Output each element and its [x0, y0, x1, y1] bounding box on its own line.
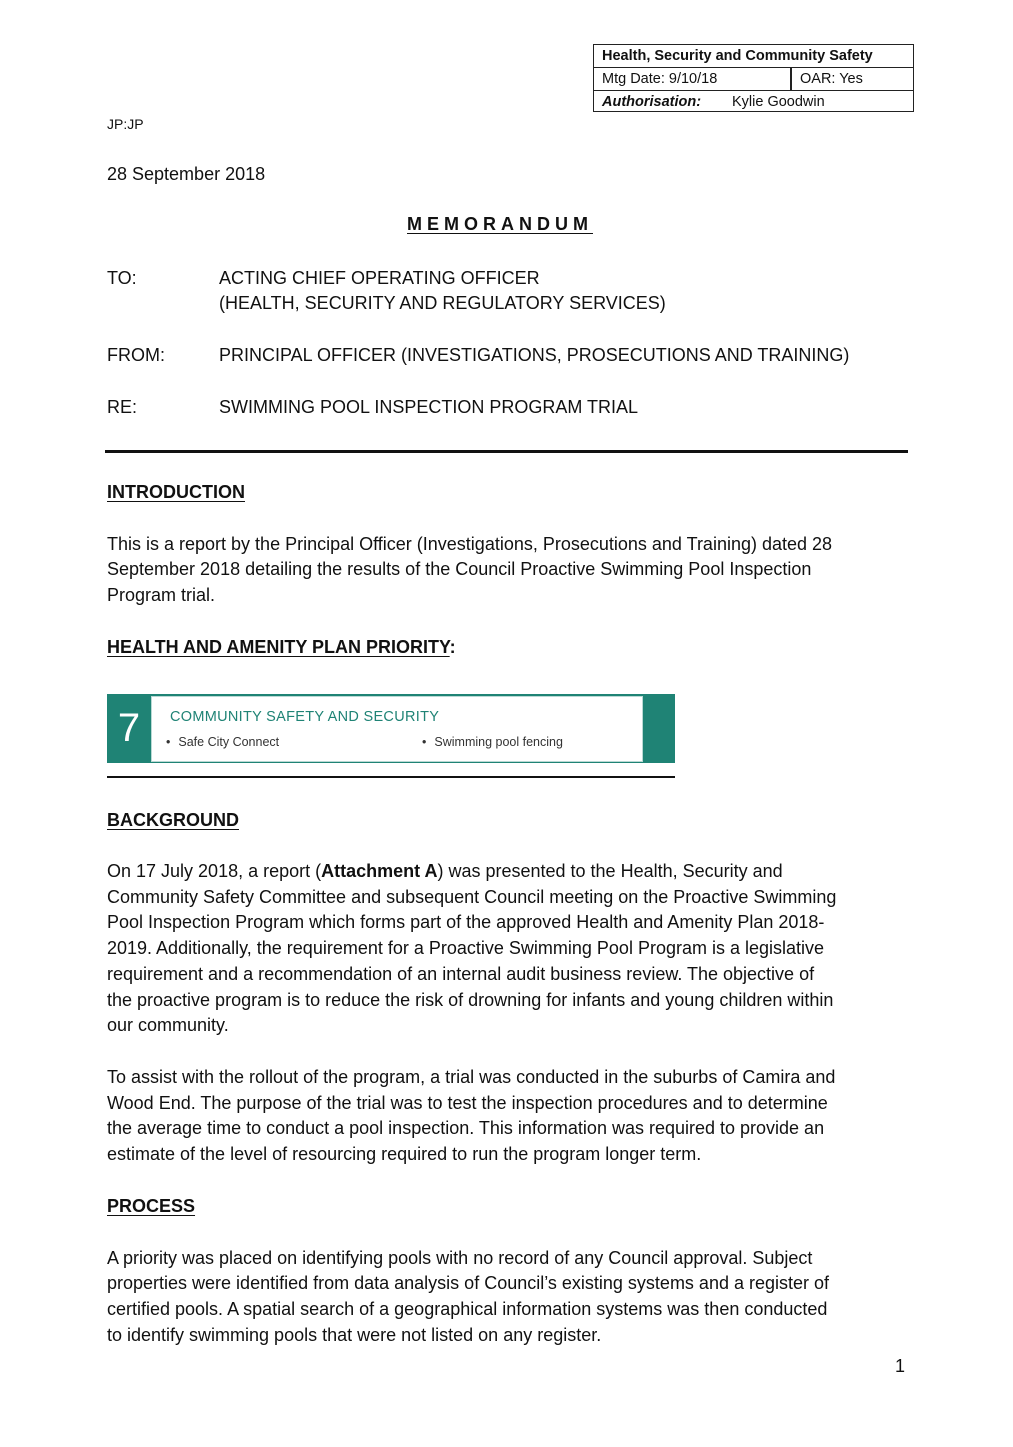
- background-line: Community Safety Committee and subsequent Council meeting on the Proactive Swimming: [107, 887, 837, 907]
- priority-banner-panel: [151, 696, 643, 762]
- bullet-icon: •: [166, 735, 171, 749]
- priority-banner: [107, 694, 675, 763]
- oar-value: OAR: Yes: [800, 71, 863, 87]
- bullet-icon: •: [422, 735, 427, 749]
- priority-item-label: Swimming pool fencing: [434, 735, 563, 749]
- re-label: RE:: [107, 397, 138, 417]
- process-line: properties were identified from data analysis of Council’s existing systems and a register of: [107, 1273, 830, 1293]
- to-line-2: (HEALTH, SECURITY AND REGULATORY SERVICES): [219, 293, 666, 313]
- priority-number: 7: [117, 706, 141, 750]
- to-line-1: ACTING CHIEF OPERATING OFFICER: [219, 268, 540, 288]
- priority-banner-title: COMMUNITY SAFETY AND SECURITY: [170, 709, 440, 725]
- priority-heading-text: HEALTH AND AMENITY PLAN PRIORITY: [107, 637, 450, 657]
- priority-heading: [107, 635, 456, 661]
- process-line: to identify swimming pools that were not listed on any register.: [107, 1325, 602, 1345]
- introduction-line: Program trial.: [107, 585, 216, 605]
- background-line: the proactive program is to reduce the risk of drowning for infants and young children within: [107, 990, 834, 1010]
- introduction-line: This is a report by the Principal Officer (Investigations, Prosecutions and Training) dated 28: [107, 534, 833, 554]
- memo-title: MEMORANDUM: [407, 214, 593, 234]
- authorisation-value: Kylie Goodwin: [732, 94, 825, 110]
- introduction-line: September 2018 detailing the results of the Council Proactive Swimming Pool Inspection: [107, 559, 812, 579]
- from-value: PRINCIPAL OFFICER (INVESTIGATIONS, PROSECUTIONS AND TRAINING): [219, 345, 850, 365]
- priority-item: [422, 735, 563, 749]
- authorisation-label: Authorisation:: [602, 94, 702, 110]
- background-line: Pool Inspection Program which forms part of the approved Health and Amenity Plan 2018-: [107, 912, 825, 932]
- background-line-end: ) was presented to the Health, Security and: [437, 861, 783, 881]
- priority-item-label: Safe City Connect: [178, 735, 280, 749]
- process-heading: PROCESS: [107, 1196, 196, 1216]
- from-label: FROM:: [107, 345, 165, 365]
- cell-divider: [790, 68, 792, 90]
- background-line: estimate of the level of resourcing required to run the program longer term.: [107, 1144, 702, 1164]
- meeting-info-title: Health, Security and Community Safety: [594, 45, 913, 68]
- header-divider: [105, 450, 908, 453]
- background-heading: BACKGROUND: [107, 810, 239, 830]
- re-value: SWIMMING POOL INSPECTION PROGRAM TRIAL: [219, 397, 639, 417]
- background-line: the average time to conduct a pool inspection. This information was required to provide an: [107, 1118, 825, 1138]
- process-line: certified pools. A spatial search of a geographical information systems was then conducted: [107, 1299, 828, 1319]
- background-line: 2019. Additionally, the requirement for a Proactive Swimming Pool Program is a legislative: [107, 938, 825, 958]
- background-line: To assist with the rollout of the program, a trial was conducted in the suburbs of Camira and: [107, 1067, 836, 1087]
- meeting-date: Mtg Date: 9/10/18: [602, 71, 718, 87]
- priority-divider: [107, 776, 675, 778]
- introduction-heading: INTRODUCTION: [107, 482, 245, 502]
- meeting-info-date-row: [594, 68, 913, 91]
- reference-code: JP:JP: [107, 116, 144, 132]
- background-line: requirement and a recommendation of an internal audit business review. The objective of: [107, 964, 815, 984]
- background-line: our community.: [107, 1015, 229, 1035]
- background-line: Wood End. The purpose of the trial was to test the inspection procedures and to determine: [107, 1093, 828, 1113]
- process-line: A priority was placed on identifying pools with no record of any Council approval. Subject: [107, 1248, 813, 1268]
- priority-heading-colon: :: [449, 637, 456, 657]
- to-label: TO:: [107, 268, 137, 288]
- background-line: [107, 859, 783, 885]
- background-line-start: On 17 July 2018, a report (: [107, 861, 322, 881]
- meeting-info-box: [593, 44, 914, 112]
- meeting-info-authorisation-row: [594, 91, 913, 113]
- page-number: 1: [895, 1356, 906, 1376]
- priority-item: [166, 735, 279, 749]
- memo-date: 28 September 2018: [107, 164, 266, 184]
- attachment-reference: Attachment A: [321, 861, 438, 881]
